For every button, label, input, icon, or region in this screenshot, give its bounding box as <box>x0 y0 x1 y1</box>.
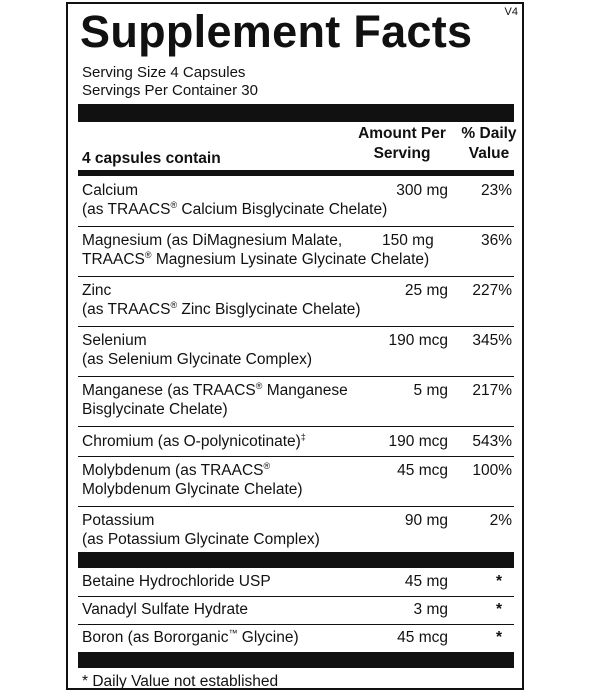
nutrient-amount: 25 mg <box>404 282 448 299</box>
version-label: V4 <box>504 6 518 18</box>
panel-title: Supplement Facts <box>80 6 473 57</box>
nutrient-name: Magnesium (as DiMagnesium Malate, <box>82 232 343 249</box>
nutrient-dv: 2% <box>489 512 512 529</box>
nutrient-amount: 5 mg <box>413 382 448 399</box>
supplement-facts-panel <box>66 2 524 690</box>
nutrient-amount: 300 mg <box>396 182 448 199</box>
thick-divider-top <box>78 104 514 122</box>
row-divider <box>78 226 514 227</box>
nutrient-dv: 543% <box>472 433 512 450</box>
nutrient-name: Selenium <box>82 332 147 349</box>
nutrient-name: Zinc <box>82 282 112 299</box>
nutrient-dv: 227% <box>472 282 512 299</box>
ingredient-name: Betaine Hydrochloride USP <box>82 573 271 590</box>
footnote: * Daily Value not established <box>82 673 279 690</box>
medium-divider <box>78 170 514 176</box>
ingredient-dv: * <box>495 601 502 618</box>
header-dv-line1: % Daily <box>461 125 517 142</box>
nutrient-dv: 23% <box>480 182 512 199</box>
nutrient-source: Bisglycinate Chelate) <box>82 401 228 418</box>
nutrient-amount: 150 mg <box>382 232 434 249</box>
ingredient-dv: * <box>495 629 502 646</box>
nutrient-dv: 345% <box>472 332 512 349</box>
ingredient-name: Vanadyl Sulfate Hydrate <box>82 601 249 618</box>
nutrient-dv: 217% <box>472 382 512 399</box>
nutrient-name: Calcium <box>82 182 138 199</box>
row-divider <box>78 506 514 507</box>
nutrient-amount: 190 mcg <box>388 433 448 450</box>
row-divider <box>78 624 514 625</box>
row-divider <box>78 456 514 457</box>
ingredient-amount: 45 mg <box>404 573 448 590</box>
nutrient-amount: 45 mcg <box>397 462 448 479</box>
row-divider <box>78 426 514 427</box>
nutrient-name: Potassium <box>82 512 155 529</box>
thick-divider-middle <box>78 552 514 568</box>
nutrient-dv: 100% <box>472 462 512 479</box>
nutrient-source: (as Potassium Glycinate Complex) <box>82 531 320 548</box>
header-amount-line1: Amount Per <box>358 125 446 142</box>
thick-divider-bottom <box>78 652 514 668</box>
nutrient-name: Molybdenum (as TRAACS® <box>82 461 271 479</box>
nutrient-amount: 90 mg <box>404 512 448 529</box>
nutrient-source: (as Selenium Glycinate Complex) <box>82 351 313 368</box>
nutrient-dv: 36% <box>480 232 512 249</box>
row-divider <box>78 326 514 327</box>
ingredient-amount: 45 mcg <box>397 629 448 646</box>
servings-per-container: Servings Per Container 30 <box>82 82 258 99</box>
row-divider <box>78 596 514 597</box>
ingredient-dv: * <box>495 573 502 590</box>
ingredient-name: Boron (as Bororganic™ Glycine) <box>82 628 299 646</box>
nutrient-source: (as TRAACS® Calcium Bisglycinate Chelate) <box>82 200 388 218</box>
nutrient-source: Molybdenum Glycinate Chelate) <box>82 481 303 498</box>
nutrient-source: TRAACS® Magnesium Lysinate Glycinate Chelate) <box>82 250 430 268</box>
serving-size: Serving Size 4 Capsules <box>82 64 246 81</box>
header-dv-line2: Value <box>468 145 510 162</box>
header-contain: 4 capsules contain <box>82 150 221 167</box>
nutrient-amount: 190 mcg <box>388 332 448 349</box>
ingredient-amount: 3 mg <box>413 601 448 618</box>
nutrient-source: (as TRAACS® Zinc Bisglycinate Chelate) <box>82 300 361 318</box>
header-amount-line2: Serving <box>373 145 431 162</box>
nutrient-name: Manganese (as TRAACS® Manganese <box>82 381 348 399</box>
row-divider <box>78 276 514 277</box>
nutrient-name: Chromium (as O-polynicotinate)‡ <box>82 432 306 450</box>
row-divider <box>78 376 514 377</box>
